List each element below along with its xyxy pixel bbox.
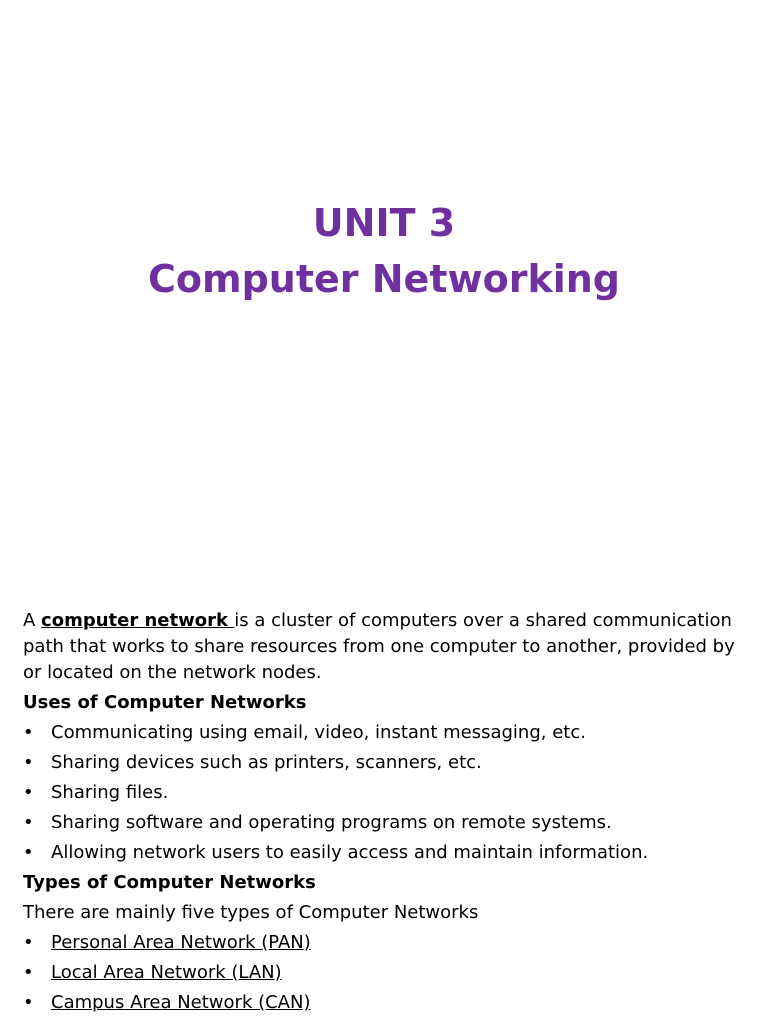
bullet-icon: • (23, 722, 34, 743)
list-item (23, 748, 743, 778)
list-item (23, 928, 743, 958)
bullet-icon: • (23, 782, 34, 803)
list-item-text: Sharing files. (51, 782, 169, 803)
lan-link[interactable]: Local Area Network (LAN) (51, 962, 282, 983)
list-item (23, 988, 743, 1018)
bullet-icon: • (23, 812, 34, 833)
types-intro: There are mainly five types of Computer Networks (23, 902, 479, 923)
types-heading: Types of Computer Networks (23, 872, 316, 893)
list-item-text: Sharing devices such as printers, scanners, etc. (51, 752, 482, 773)
computer-network-link[interactable]: computer network (41, 610, 235, 631)
bullet-icon: • (23, 992, 34, 1013)
intro-paragraph (23, 608, 743, 686)
uses-list (23, 718, 743, 868)
bullet-icon: • (23, 962, 34, 983)
bullet-icon: • (23, 932, 34, 953)
list-item (23, 808, 743, 838)
list-item (23, 778, 743, 808)
list-item (23, 838, 743, 868)
list-item-text: Sharing software and operating programs on remote systems. (51, 812, 612, 833)
unit-title: UNIT 3 (312, 201, 456, 245)
types-list (23, 928, 743, 1018)
document-body (23, 608, 743, 1018)
intro-rest: is a cluster of computers over a shared communication path that works to share resources from one computer to another, provided by or located on the network nodes. (23, 610, 735, 683)
uses-heading: Uses of Computer Networks (23, 692, 307, 713)
can-link[interactable]: Campus Area Network (CAN) (51, 992, 311, 1013)
list-item-text: Communicating using email, video, instant messaging, etc. (51, 722, 586, 743)
bullet-icon: • (23, 842, 34, 863)
bullet-icon: • (23, 752, 34, 773)
list-item (23, 718, 743, 748)
pan-link[interactable]: Personal Area Network (PAN) (51, 932, 311, 953)
list-item-text: Allowing network users to easily access and maintain information. (51, 842, 649, 863)
topic-title: Computer Networking (148, 257, 620, 301)
slide-title (0, 195, 768, 307)
intro-prefix: A (23, 610, 42, 631)
list-item (23, 958, 743, 988)
